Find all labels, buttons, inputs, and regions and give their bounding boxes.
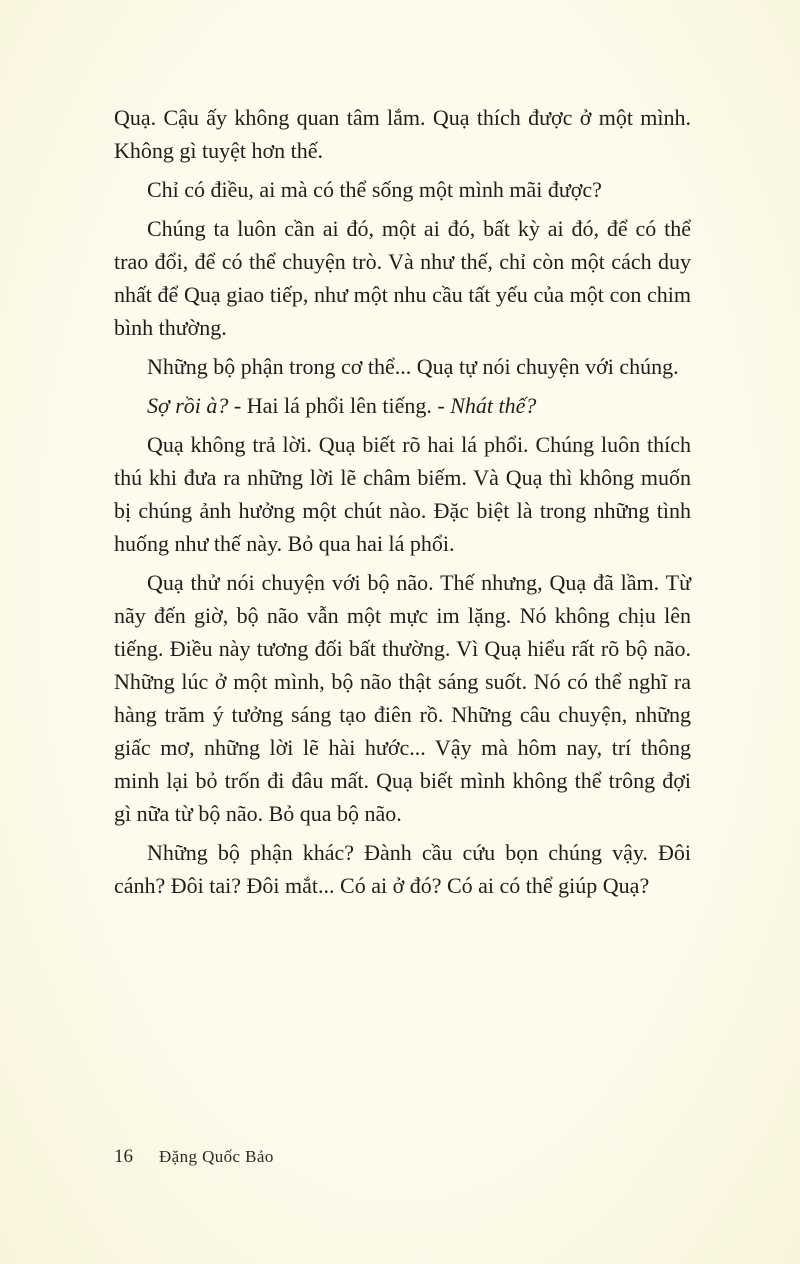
paragraph [114, 212, 691, 344]
text-segment: Những bộ phận khác? Đành cầu cứu bọn chúng vậy. Đôi cánh? Đôi tai? Đôi mắt... Có ai ở đó? Có ai có thể giúp Quạ? [114, 840, 691, 898]
text-segment: Chúng ta luôn cần ai đó, một ai đó, bất kỳ ai đó, để có thể trao đổi, để có thể chuyện trò. Và như thế, chỉ còn một cách duy nhất để Quạ giao tiếp, như một nhu cầu tất yếu của một con chim bình thường. [114, 216, 691, 340]
body-text [114, 101, 691, 908]
author-name: Đặng Quốc Bảo [159, 1147, 274, 1166]
paragraph [114, 836, 691, 902]
italic-text-segment: Sợ rồi à? [147, 393, 229, 418]
page-footer [114, 1146, 274, 1168]
page-number: 16 [114, 1146, 133, 1167]
text-segment: Quạ thử nói chuyện với bộ não. Thế nhưng, Quạ đã lầm. Từ nãy đến giờ, bộ não vẫn một mực im lặng. Nó không chịu lên tiếng. Điều này tương đối bất thường. Vì Quạ hiểu rất rõ bộ não. Những lúc ở một mình, bộ não thật sáng suốt. Nó có thể nghĩ ra hàng trăm ý tưởng sáng tạo điên rồ. Những câu chuyện, những giấc mơ, những lời lẽ hài hước... Vậy mà hôm nay, trí thông minh lại bỏ trốn đi đâu mất. Quạ biết mình không thể trông đợi gì nữa từ bộ não. Bỏ qua bộ não. [114, 570, 691, 826]
text-segment: Chỉ có điều, ai mà có thể sống một mình mãi được? [147, 177, 602, 202]
paragraph [114, 389, 691, 422]
text-segment: Những bộ phận trong cơ thể... Quạ tự nói chuyện với chúng. [147, 354, 679, 379]
text-segment: Quạ. Cậu ấy không quan tâm lắm. Quạ thích được ở một mình. Không gì tuyệt hơn thế. [114, 105, 691, 163]
paragraph [114, 566, 691, 830]
text-segment: - Hai lá phổi lên tiếng. - [228, 393, 451, 418]
paragraph [114, 428, 691, 560]
paragraph [114, 101, 691, 167]
text-segment: Quạ không trả lời. Quạ biết rõ hai lá phổi. Chúng luôn thích thú khi đưa ra những lời lẽ châm biếm. Và Quạ thì không muốn bị chúng ảnh hưởng một chút nào. Đặc biệt là trong những tình huống như thế này. Bỏ qua hai lá phổi. [114, 432, 691, 556]
italic-text-segment: Nhát thế? [450, 393, 537, 418]
paragraph [114, 173, 691, 206]
paragraph [114, 350, 691, 383]
